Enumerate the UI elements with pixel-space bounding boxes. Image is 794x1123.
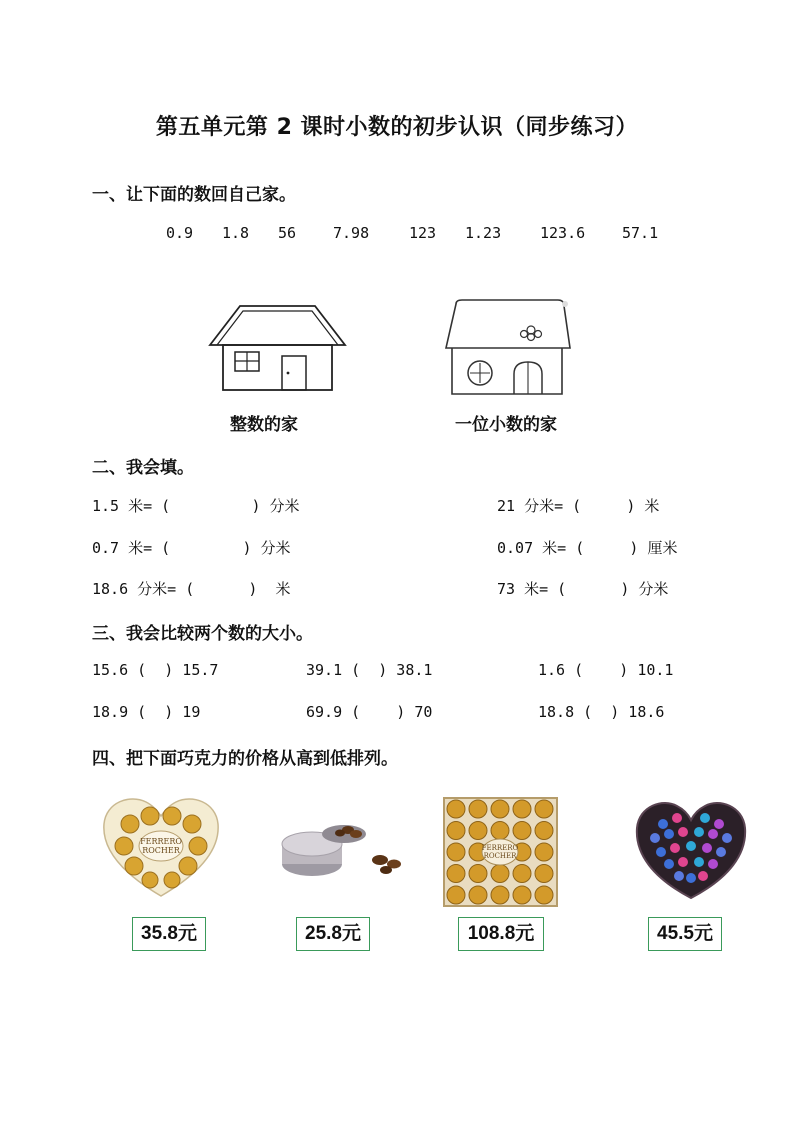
gold-ball-decoration xyxy=(535,886,553,904)
square-gold-chocolate-box-image xyxy=(443,797,558,907)
candy-decoration xyxy=(698,871,708,881)
candy-decoration xyxy=(708,829,718,839)
brand-text: ROCHER xyxy=(142,846,180,855)
heart-colored-chocolate-box-image xyxy=(633,798,749,902)
candy-decoration xyxy=(678,827,688,837)
candy-decoration xyxy=(686,841,696,851)
fill-blank-item: 21 分米= ( ) 米 xyxy=(497,497,660,515)
candy-decoration xyxy=(656,847,666,857)
section-3-heading: 三、我会比较两个数的大小。 xyxy=(92,624,313,644)
fill-blank-item: 0.07 米= ( ) 厘米 xyxy=(497,539,678,557)
candy-decoration xyxy=(694,857,704,867)
fill-blank-item: 1.5 米= ( ) 分米 xyxy=(92,497,300,515)
candy-decoration xyxy=(664,829,674,839)
number-item: 0.9 xyxy=(166,224,194,242)
section-2-heading: 二、我会填。 xyxy=(92,458,194,478)
number-item: 56 xyxy=(278,224,297,242)
compare-item: 39.1 ( ) 38.1 xyxy=(306,661,433,679)
price-tag: 108.8元 xyxy=(458,917,544,951)
candy-decoration xyxy=(664,859,674,869)
gold-ball-decoration xyxy=(447,865,465,883)
gold-ball-decoration xyxy=(469,822,487,840)
candy-decoration xyxy=(674,871,684,881)
gold-ball-decoration xyxy=(491,865,509,883)
candy-decoration xyxy=(714,819,724,829)
gold-ball-decoration xyxy=(447,886,465,904)
price-tag: 35.8元 xyxy=(132,917,206,951)
compare-item: 69.9 ( ) 70 xyxy=(306,703,433,721)
price-tag: 45.5元 xyxy=(648,917,722,951)
gold-ball-decoration xyxy=(491,800,509,818)
candy-decoration xyxy=(670,843,680,853)
gold-ball-decoration xyxy=(535,800,553,818)
number-item: 7.98 xyxy=(333,224,370,242)
decimal-house-label: 一位小数的家 xyxy=(455,415,557,435)
gold-ball-decoration xyxy=(469,886,487,904)
number-item: 57.1 xyxy=(622,224,659,242)
gold-ball-decoration xyxy=(447,843,465,861)
gold-ball-decoration xyxy=(535,822,553,840)
candy-decoration xyxy=(686,873,696,883)
candy-decoration xyxy=(722,833,732,843)
section-4-heading: 四、把下面巧克力的价格从高到低排列。 xyxy=(92,749,398,769)
gold-ball-decoration xyxy=(535,843,553,861)
price-tag: 25.8元 xyxy=(296,917,370,951)
gold-ball-decoration xyxy=(535,865,553,883)
decimal-house-icon xyxy=(438,296,578,400)
brand-text: FERRERO xyxy=(481,844,519,852)
number-item: 123 xyxy=(409,224,437,242)
gold-ball-decoration xyxy=(513,886,531,904)
fill-blank-item: 18.6 分米= ( ) 米 xyxy=(92,580,291,598)
gold-ball-decoration xyxy=(447,822,465,840)
gold-ball-decoration xyxy=(513,822,531,840)
number-item: 1.23 xyxy=(465,224,502,242)
brand-text: FERRERO xyxy=(140,837,182,846)
page-title: 第五单元第 2 课时小数的初步认识（同步练习） xyxy=(155,115,639,140)
candy-decoration xyxy=(702,843,712,853)
number-item: 1.8 xyxy=(222,224,250,242)
candy-decoration xyxy=(650,833,660,843)
candy-decoration xyxy=(678,857,688,867)
compare-item: 15.6 ( ) 15.7 xyxy=(92,661,219,679)
candy-decoration xyxy=(716,847,726,857)
candy-decoration xyxy=(672,813,682,823)
compare-item: 1.6 ( ) 10.1 xyxy=(538,661,674,679)
gold-ball-decoration xyxy=(469,800,487,818)
candy-decoration xyxy=(700,813,710,823)
gold-ball-decoration xyxy=(447,800,465,818)
section-1-heading: 一、让下面的数回自己家。 xyxy=(92,185,296,205)
round-tin-chocolate-image xyxy=(276,818,408,880)
candy-decoration xyxy=(694,827,704,837)
fill-blank-item: 0.7 米= ( ) 分米 xyxy=(92,539,291,557)
number-item: 123.6 xyxy=(540,224,586,242)
gold-ball-decoration xyxy=(513,865,531,883)
integer-house-label: 整数的家 xyxy=(230,415,298,435)
brand-text: ROCHER xyxy=(483,852,517,860)
candy-decoration xyxy=(708,859,718,869)
gold-ball-decoration xyxy=(491,822,509,840)
integer-house-icon xyxy=(205,300,350,395)
fill-blank-item: 73 米= ( ) 分米 xyxy=(497,580,669,598)
heart-gold-chocolate-box-image xyxy=(100,792,222,900)
gold-ball-decoration xyxy=(513,800,531,818)
compare-item: 18.8 ( ) 18.6 xyxy=(538,703,665,721)
candy-decoration xyxy=(658,819,668,829)
gold-ball-decoration xyxy=(491,886,509,904)
compare-item: 18.9 ( ) 19 xyxy=(92,703,201,721)
gold-ball-decoration xyxy=(469,865,487,883)
